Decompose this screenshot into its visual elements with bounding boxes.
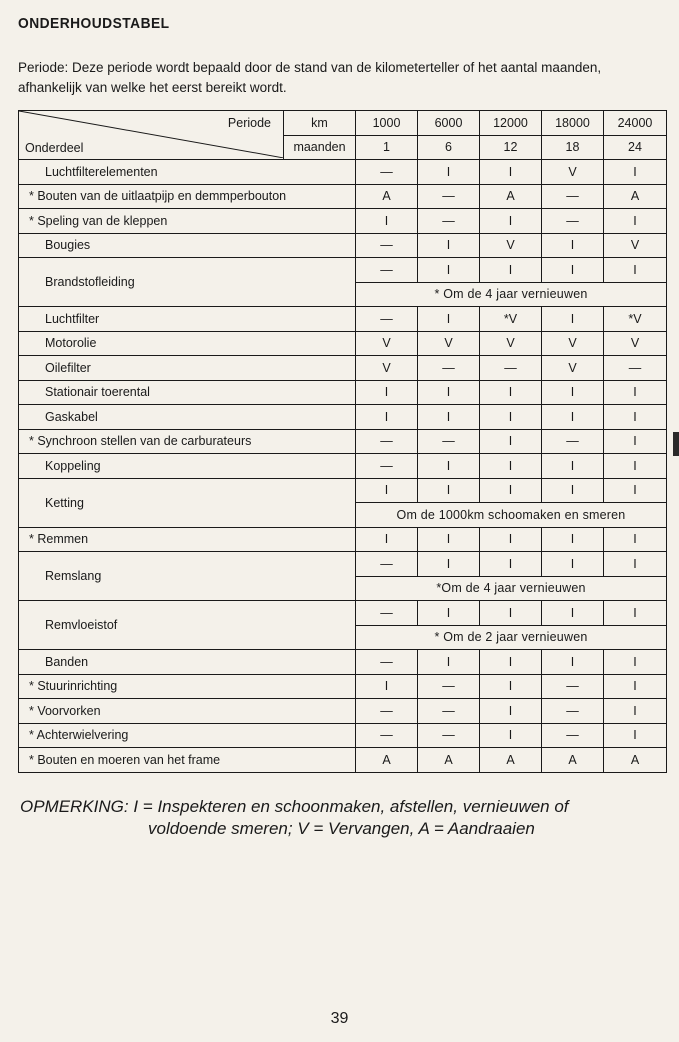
service-cell: V — [542, 356, 604, 381]
service-cell: — — [356, 650, 418, 675]
unit-months-label: maanden — [284, 135, 356, 160]
intro-paragraph: Periode: Deze periode wordt bepaald door de stand van de kilometerteller of het aantal maanden, afhankelijk van welke het eerst bereikt wordt. — [18, 60, 602, 95]
service-cell: I — [604, 723, 667, 748]
service-cell: I — [356, 527, 418, 552]
part-name: * Stuurinrichting — [19, 674, 356, 699]
service-cell: — — [418, 674, 480, 699]
page-number: 39 — [330, 1010, 349, 1027]
part-name: Motorolie — [19, 331, 356, 356]
service-cell: I — [356, 405, 418, 430]
part-name: * Bouten van de uitlaatpijp en demmperbouton — [19, 184, 356, 209]
part-name: * Voorvorken — [19, 699, 356, 724]
service-cell: V — [542, 331, 604, 356]
part-name: Gaskabel — [19, 405, 356, 430]
service-cell: I — [418, 650, 480, 675]
service-cell: I — [604, 650, 667, 675]
remark-line-2: voldoende smeren; V = Vervangen, A = Aandraaien — [148, 819, 535, 838]
service-cell: I — [418, 601, 480, 626]
service-cell: V — [604, 331, 667, 356]
service-cell: — — [542, 429, 604, 454]
page-title: ONDERHOUDSTABEL — [18, 15, 170, 32]
service-cell: I — [542, 454, 604, 479]
service-cell: — — [418, 429, 480, 454]
part-name: * Achterwielvering — [19, 723, 356, 748]
table-row — [19, 429, 667, 454]
km-value: 1000 — [356, 111, 418, 136]
service-cell: I — [604, 601, 667, 626]
month-value: 12 — [480, 135, 542, 160]
table-row — [19, 674, 667, 699]
service-cell: I — [604, 405, 667, 430]
service-cell: — — [356, 307, 418, 332]
service-cell: A — [356, 748, 418, 773]
unit-km-label: km — [284, 111, 356, 136]
service-cell: I — [418, 258, 480, 283]
table-row — [19, 454, 667, 479]
service-cell: I — [418, 478, 480, 503]
service-cell: I — [480, 699, 542, 724]
service-cell: I — [418, 405, 480, 430]
table-row — [19, 405, 667, 430]
service-cell: I — [418, 552, 480, 577]
service-cell: I — [418, 380, 480, 405]
table-row — [19, 184, 667, 209]
service-cell: I — [480, 650, 542, 675]
km-value: 6000 — [418, 111, 480, 136]
service-cell: I — [542, 552, 604, 577]
table-row — [19, 748, 667, 773]
part-name: Luchtfilterelementen — [19, 160, 356, 185]
service-cell: I — [604, 380, 667, 405]
service-cell: I — [604, 258, 667, 283]
table-row — [19, 233, 667, 258]
service-cell: — — [356, 233, 418, 258]
maintenance-table — [18, 110, 667, 773]
service-cell: — — [542, 723, 604, 748]
service-cell: V — [604, 233, 667, 258]
service-cell: — — [418, 356, 480, 381]
service-cell: — — [542, 184, 604, 209]
part-name: * Bouten en moeren van het frame — [19, 748, 356, 773]
part-name: Ketting — [19, 478, 356, 527]
month-value: 6 — [418, 135, 480, 160]
service-cell: I — [542, 405, 604, 430]
part-name: Brandstofleiding — [19, 258, 356, 307]
service-cell: *V — [480, 307, 542, 332]
service-cell: I — [418, 233, 480, 258]
service-cell: A — [542, 748, 604, 773]
service-cell: I — [604, 552, 667, 577]
service-cell: I — [480, 527, 542, 552]
service-cell: — — [542, 209, 604, 234]
service-cell: — — [418, 184, 480, 209]
service-cell: I — [604, 429, 667, 454]
table-row — [19, 356, 667, 381]
service-cell: — — [542, 699, 604, 724]
service-cell: I — [480, 454, 542, 479]
service-cell: I — [480, 429, 542, 454]
service-cell: — — [356, 429, 418, 454]
service-cell: V — [356, 356, 418, 381]
table-row — [19, 552, 667, 577]
table-row — [19, 331, 667, 356]
part-name: Koppeling — [19, 454, 356, 479]
part-name: * Synchroon stellen van de carburateurs — [19, 429, 356, 454]
table-row — [19, 209, 667, 234]
service-cell: A — [604, 748, 667, 773]
service-cell: I — [604, 674, 667, 699]
service-cell: I — [542, 233, 604, 258]
service-cell: I — [604, 209, 667, 234]
service-cell: I — [480, 209, 542, 234]
service-cell: A — [356, 184, 418, 209]
service-cell: A — [480, 748, 542, 773]
service-cell: — — [356, 258, 418, 283]
table-row — [19, 601, 667, 626]
service-cell: — — [418, 699, 480, 724]
service-cell: — — [418, 723, 480, 748]
service-cell: *V — [604, 307, 667, 332]
service-cell: I — [542, 478, 604, 503]
month-value: 1 — [356, 135, 418, 160]
month-value: 24 — [604, 135, 667, 160]
service-cell: I — [418, 307, 480, 332]
service-cell: I — [604, 160, 667, 185]
service-cell: I — [356, 380, 418, 405]
service-cell: I — [542, 258, 604, 283]
table-row — [19, 380, 667, 405]
table-row — [19, 723, 667, 748]
service-cell: — — [356, 454, 418, 479]
part-name: Luchtfilter — [19, 307, 356, 332]
service-cell: I — [480, 258, 542, 283]
service-cell: I — [480, 478, 542, 503]
service-cell: A — [604, 184, 667, 209]
service-cell: I — [480, 380, 542, 405]
row-note: * Om de 2 jaar vernieuwen — [356, 625, 667, 650]
table-row — [19, 478, 667, 503]
table-row — [19, 527, 667, 552]
km-value: 12000 — [480, 111, 542, 136]
service-cell: — — [356, 723, 418, 748]
table-row — [19, 307, 667, 332]
service-cell: I — [480, 552, 542, 577]
service-cell: V — [480, 331, 542, 356]
part-name: * Remmen — [19, 527, 356, 552]
service-cell: I — [418, 527, 480, 552]
remark-note — [20, 796, 672, 840]
service-cell: I — [542, 650, 604, 675]
table-row — [19, 258, 667, 283]
service-cell: I — [418, 160, 480, 185]
service-cell: V — [418, 331, 480, 356]
header-onderdeel: Onderdeel — [25, 141, 84, 155]
service-cell: I — [356, 674, 418, 699]
service-cell: I — [356, 209, 418, 234]
service-cell: I — [542, 601, 604, 626]
table-body — [19, 160, 667, 773]
part-name: * Speling van de kleppen — [19, 209, 356, 234]
part-name: Remslang — [19, 552, 356, 601]
part-name: Bougies — [19, 233, 356, 258]
part-name: Oilefilter — [19, 356, 356, 381]
table-row — [19, 650, 667, 675]
service-cell: I — [542, 307, 604, 332]
service-cell: I — [480, 601, 542, 626]
service-cell: — — [418, 209, 480, 234]
service-cell: I — [356, 478, 418, 503]
row-note: * Om de 4 jaar vernieuwen — [356, 282, 667, 307]
service-cell: A — [418, 748, 480, 773]
service-cell: I — [480, 405, 542, 430]
service-cell: I — [480, 674, 542, 699]
service-cell: — — [480, 356, 542, 381]
service-cell: V — [480, 233, 542, 258]
service-cell: V — [542, 160, 604, 185]
service-cell: I — [604, 454, 667, 479]
service-cell: A — [480, 184, 542, 209]
row-note: Om de 1000km schoomaken en smeren — [356, 503, 667, 528]
service-cell: — — [356, 552, 418, 577]
km-value: 18000 — [542, 111, 604, 136]
service-cell: — — [356, 601, 418, 626]
service-cell: I — [604, 527, 667, 552]
service-cell: — — [542, 674, 604, 699]
header-diagonal-cell — [19, 111, 284, 160]
row-note: *Om de 4 jaar vernieuwen — [356, 576, 667, 601]
service-cell: I — [418, 454, 480, 479]
table-row — [19, 699, 667, 724]
service-cell: — — [356, 160, 418, 185]
header-periode: Periode — [227, 116, 271, 130]
part-name: Remvloeistof — [19, 601, 356, 650]
service-cell: I — [542, 527, 604, 552]
month-value: 18 — [542, 135, 604, 160]
part-name: Banden — [19, 650, 356, 675]
service-cell: V — [356, 331, 418, 356]
service-cell: I — [480, 723, 542, 748]
table-row — [19, 160, 667, 185]
part-name: Stationair toerental — [19, 380, 356, 405]
service-cell: I — [604, 699, 667, 724]
page-edge-tab — [673, 432, 679, 456]
service-cell: — — [604, 356, 667, 381]
service-cell: I — [480, 160, 542, 185]
service-cell: I — [542, 380, 604, 405]
service-cell: I — [604, 478, 667, 503]
km-value: 24000 — [604, 111, 667, 136]
service-cell: — — [356, 699, 418, 724]
remark-line-1: OPMERKING: I = Inspekteren en schoonmaken, afstellen, vernieuwen of — [20, 797, 569, 816]
